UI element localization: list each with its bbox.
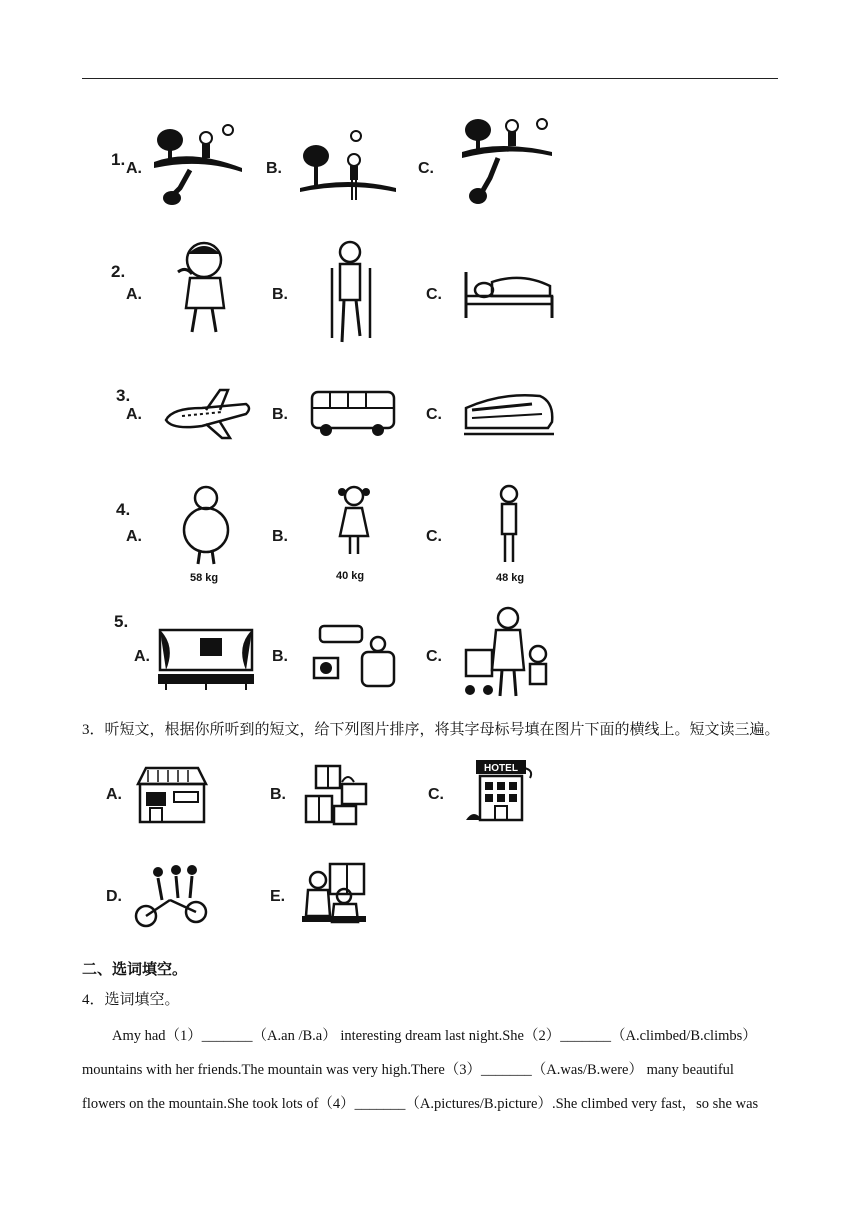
q4-label: 4．选词填空。 [82, 992, 180, 1008]
item-3-picture-a [162, 386, 252, 442]
item-2-number: 2. [111, 262, 126, 281]
q3-option-b: B. [270, 786, 286, 803]
item-3-option-a: A. [126, 406, 142, 423]
item-3-option-c: C. [426, 406, 442, 423]
item-4-weight-b: 40 kg [336, 570, 365, 582]
item-5-picture-a [156, 626, 256, 692]
item-1-option-c: C. [418, 160, 434, 177]
item-5-picture-c [462, 606, 554, 698]
q3-option-a: A. [106, 786, 122, 803]
section-2-heading: 二、选词填空。 [82, 962, 188, 978]
item-3-option-b: B. [272, 406, 288, 423]
hotel-sign-text: HOTEL [484, 763, 518, 774]
q3-picture-e-people [300, 860, 368, 928]
q3-picture-b-gifts [302, 762, 370, 826]
item-4-weight-a: 58 kg [190, 572, 219, 584]
item-2-option-b: B. [272, 286, 288, 303]
q3-picture-c-hotel [464, 758, 536, 826]
item-3-number: 3. [116, 386, 131, 405]
q3-option-d: D. [106, 888, 122, 905]
item-2-option-a: A. [126, 286, 142, 303]
item-2-picture-a [170, 238, 240, 338]
item-5-option-b: B. [272, 648, 288, 665]
item-1-picture-a [150, 118, 246, 208]
item-3-picture-c [462, 388, 556, 438]
item-4-option-a: A. [126, 528, 142, 545]
q3-picture-d-tandem-bike [134, 860, 208, 928]
item-2-picture-b [326, 238, 376, 348]
item-1-number: 1. [111, 150, 126, 169]
q3-picture-a-house [136, 764, 208, 824]
item-1-option-a: A. [126, 160, 142, 177]
q4-passage-line-1: Amy had（1）_______（A.an /B.a） interesting dream last night.She（2）_______（A.climbed/B.climbs） [112, 1028, 757, 1044]
q3-option-e: E. [270, 888, 286, 905]
q4-passage-line-2: mountains with her friends.The mountain was very high.There（3）_______（A.was/B.were） many beautiful [82, 1062, 734, 1078]
q3-instruction: 3．听短文，根据你所听到的短文，给下列图片排序，将其字母标号填在图片下面的横线上。短文读三遍。 [82, 722, 780, 738]
item-4-option-c: C. [426, 528, 442, 545]
item-5-number: 5. [114, 612, 129, 631]
item-4-picture-a [180, 484, 232, 566]
item-4-picture-c [496, 484, 522, 566]
item-2-picture-c [462, 266, 556, 320]
item-1-picture-b [298, 126, 398, 206]
item-4-weight-c: 48 kg [496, 572, 525, 584]
item-5-picture-b [306, 622, 400, 692]
item-5-option-c: C. [426, 648, 442, 665]
item-1-option-b: B. [266, 160, 282, 177]
item-4-number: 4. [116, 500, 131, 519]
item-3-picture-b [308, 386, 398, 440]
item-2-option-c: C. [426, 286, 442, 303]
q3-option-c: C. [428, 786, 444, 803]
item-1-picture-c [460, 112, 556, 208]
header-rule [82, 78, 778, 79]
item-5-option-a: A. [134, 648, 150, 665]
item-4-option-b: B. [272, 528, 288, 545]
item-4-picture-b [336, 484, 372, 558]
q4-passage-line-3: flowers on the mountain.She took lots of（4）_______（A.pictures/B.picture）.She climbed very fast，so she was [82, 1096, 759, 1112]
